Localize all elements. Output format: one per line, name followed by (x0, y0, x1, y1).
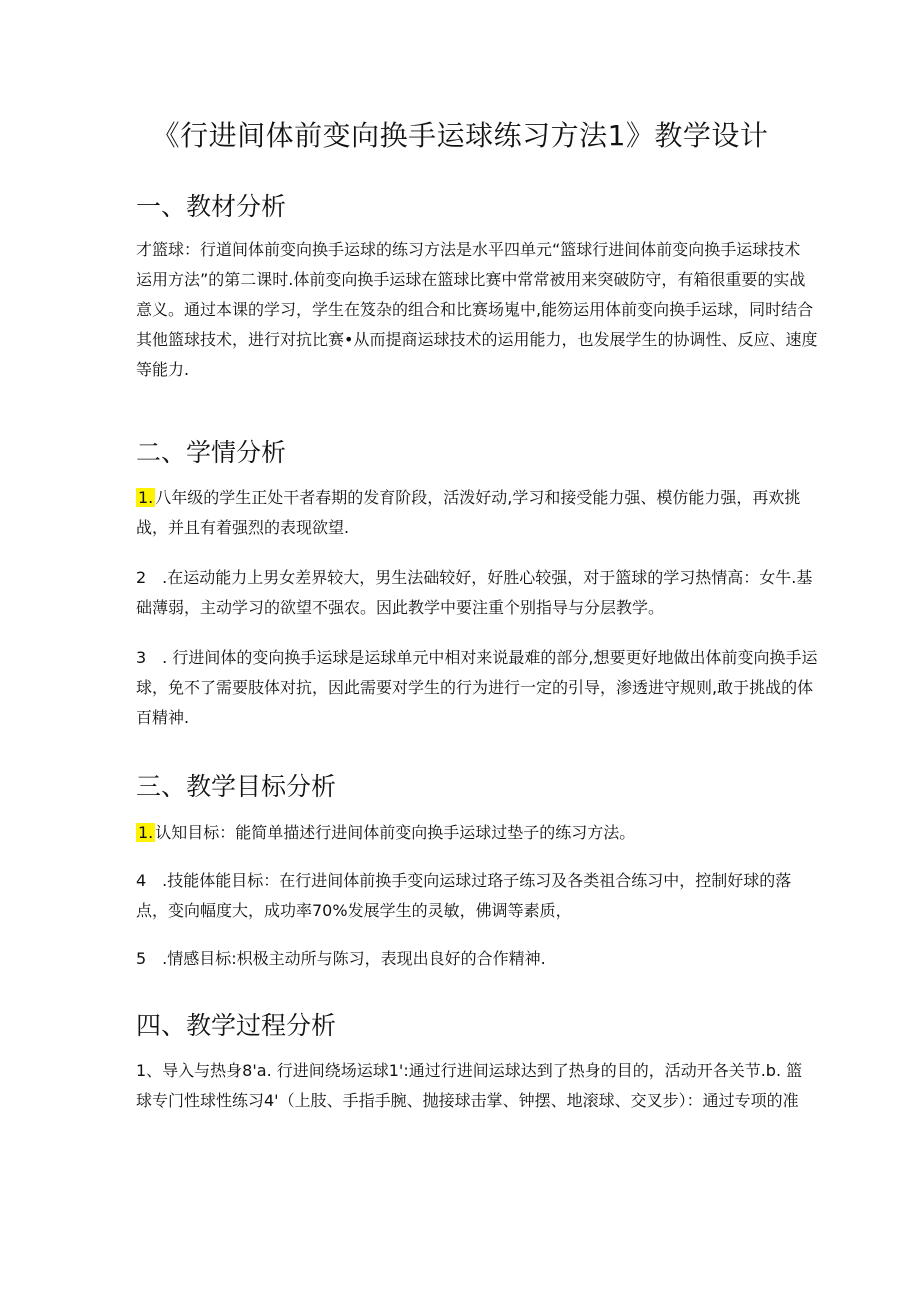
list-marker-highlight: 1. (138, 823, 154, 842)
list-marker-highlight: 1. (138, 488, 154, 507)
text-line: 3 . 行进间体的变向换手运球是运球单元中相对来说最难的部分,想要更好地做出体前变向换手运 (136, 648, 818, 667)
list-item-goal-2 (136, 866, 806, 926)
text-line: 础薄弱，主动学习的欲望不强农。因此教学中要注重个别指导与分层教学。 (136, 598, 665, 617)
document-title: 《行进间体前变向换手运球练习方法1》教学设计 (151, 119, 769, 152)
text-line: 4 .技能体能目标：在行进间体前换手变向运球过珞子练习及各类祖合练习中，控制好球的落 (136, 871, 792, 890)
list-item-learner-1 (136, 483, 806, 543)
paragraph-textbook-analysis (136, 235, 818, 385)
text-line: 其他篮球技术，进行对抗比赛•从而提商运球技术的运用能力，也发展学生的协调性、反应、速度 (136, 330, 818, 349)
section-heading-teaching-process: 四、教学过程分析 (136, 1011, 337, 1040)
section-heading-teaching-goals: 三、教学目标分析 (136, 772, 337, 801)
text-line (136, 483, 806, 513)
text-line: 才篮球：行道间体前变向换手运球的练习方法是水平四单元“篮球行进间体前变向换手运球技术 (136, 240, 801, 259)
text-line: 球，免不了需要肢体对抗，因此需要对学生的行为进行一定的引导，渗透进守规则,敢于挑战的体 (136, 678, 814, 697)
text-line: 意义。通过本课的学习，学生在笈杂的组合和比赛场嵬中,能笏运用体前变向换手运球，同时结合 (136, 300, 814, 319)
text-line: 球专门性球性练习4'（上肢、手指手腕、抛接球击掌、钟摆、地滚球、交叉步）：通过专项的准 (136, 1091, 799, 1110)
text-line-content: 八年级的学生正处干者春期的发育阶段，活泼好动,学习和接受能力强、模仿能力强，再欢挑 (155, 488, 801, 507)
text-line: 运用方法”的第二课时.体前变向换手运球在篮球比赛中常常被用来突破防守，有箱很重要的实战 (136, 270, 806, 289)
text-line: 2 .在运动能力上男女差界较大，男生法础较好，好胜心较强，对于篮球的学习热情高：女牛.基 (136, 568, 813, 587)
list-item-goal-3 (136, 944, 806, 974)
text-line (136, 818, 806, 848)
text-line-content: 认知目标：能简单描述行进间体前变向换手运球过垫子的练习方法。 (155, 823, 636, 842)
section-heading-learner-analysis: 二、学情分析 (136, 438, 287, 467)
list-item-learner-3 (136, 643, 818, 733)
text-line: 5 .情感目标:枳极主动所与陈习，表现出良好的合作精神. (136, 949, 546, 968)
text-line: 百精神. (136, 708, 190, 727)
section-heading-textbook-analysis: 一、教材分析 (136, 192, 287, 221)
paragraph-teaching-process (136, 1056, 806, 1116)
text-line: 1、导入与热身8'a. 行进间绕场运球1':通过行进间运球达到了热身的目的，活动开各关节.b. 篮 (136, 1061, 803, 1080)
text-line: 战，并且有着强烈的表现欲望. (136, 518, 350, 537)
text-line: 点，变向幅度大，成功率70%发展学生的灵敏，佛调等素质， (136, 901, 572, 920)
text-line: 等能力. (136, 360, 190, 379)
list-item-learner-2 (136, 563, 813, 623)
list-item-goal-1 (136, 818, 806, 848)
